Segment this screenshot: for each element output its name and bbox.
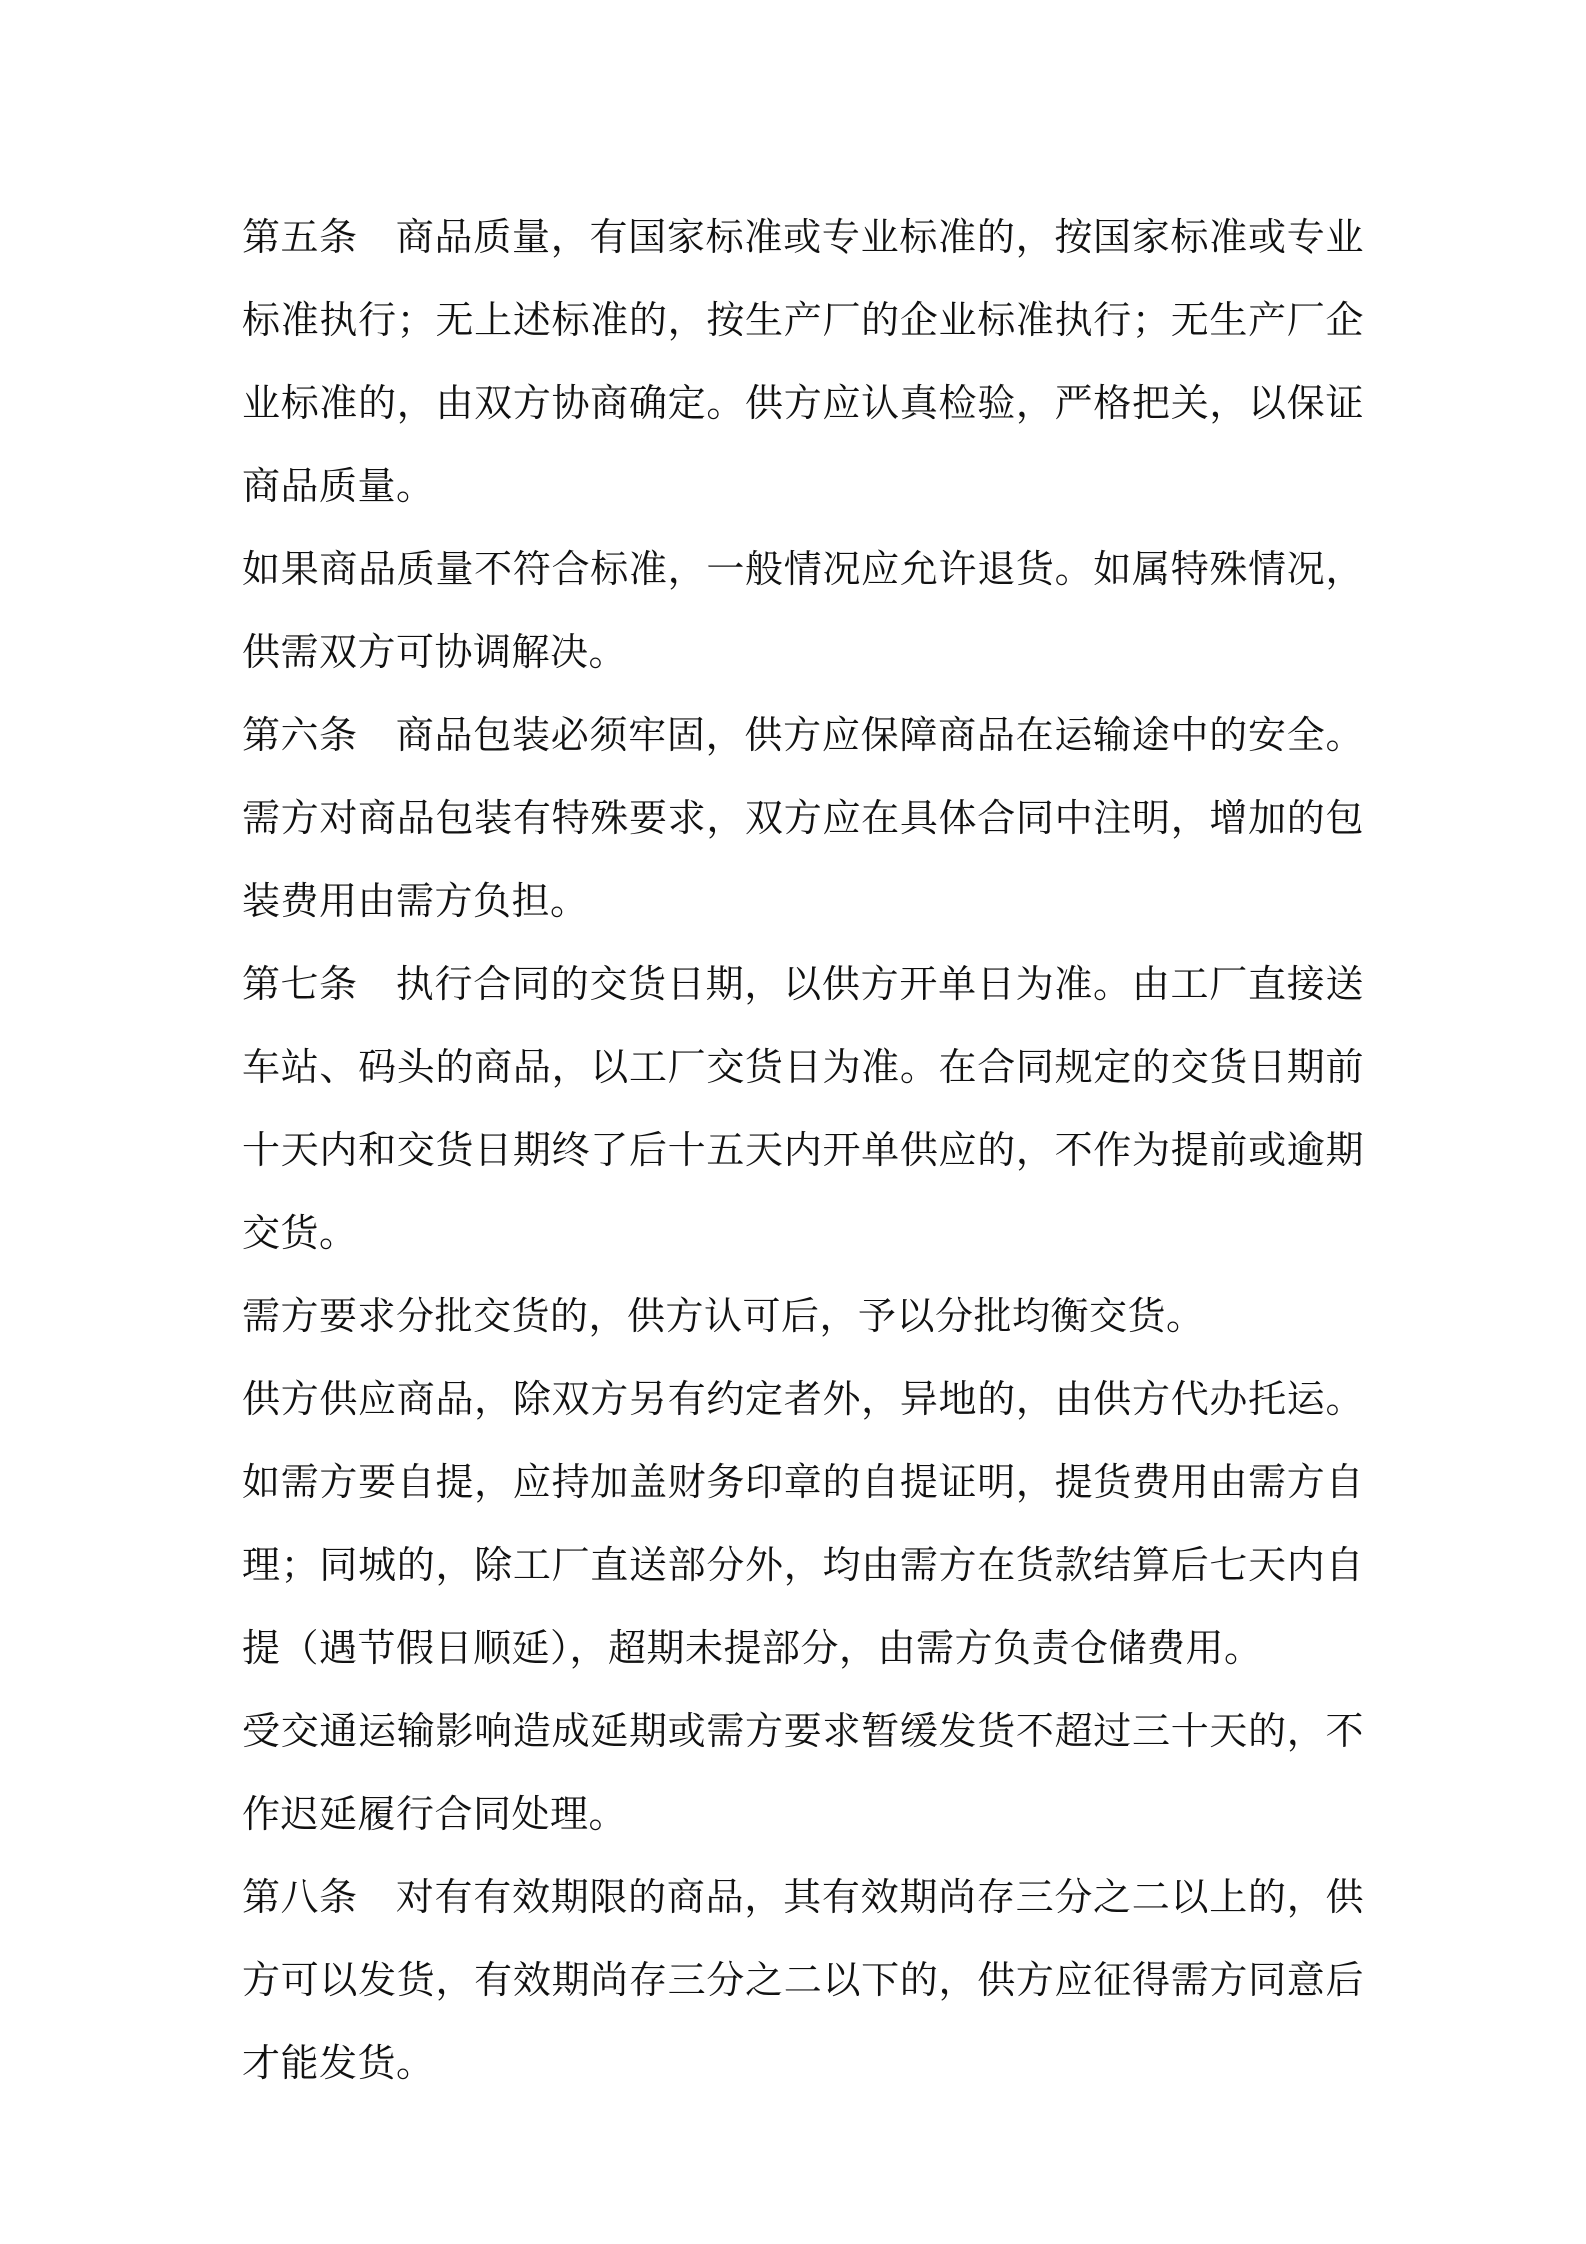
article-7-subparagraph-3 bbox=[242, 1690, 1364, 1856]
article-5-subparagraph bbox=[242, 528, 1364, 694]
paragraph-text: 受交通运输影响造成延期或需方要求暂缓发货不超过三十天的，不作迟延履行合同处理。 bbox=[242, 1709, 1364, 1836]
article-8-paragraph bbox=[242, 1856, 1364, 2105]
article-number: 第五条 bbox=[242, 215, 358, 259]
paragraph-text: 如果商品质量不符合标准，一般情况应允许退货。如属特殊情况，供需双方可协调解决。 bbox=[242, 547, 1364, 674]
article-text: 执行合同的交货日期，以供方开单日为准。由工厂直接送车站、码头的商品，以工厂交货日为准。在合同规定的交货日期前十天内和交货日期终了后十五天内开单供应的，不作为提前或逾期交货。 bbox=[242, 962, 1364, 1255]
article-7-subparagraph-2 bbox=[242, 1358, 1364, 1690]
article-text: 对有有效期限的商品，其有效期尚存三分之二以上的，供方可以发货，有效期尚存三分之二以下的，供方应征得需方同意后才能发货。 bbox=[242, 1875, 1364, 2085]
article-text: 商品包装必须牢固，供方应保障商品在运输途中的安全。需方对商品包装有特殊要求，双方应在具体合同中注明，增加的包装费用由需方负担。 bbox=[242, 713, 1364, 923]
article-number: 第七条 bbox=[242, 962, 358, 1006]
article-7-paragraph bbox=[242, 943, 1364, 1275]
article-5-paragraph bbox=[242, 196, 1364, 528]
paragraph-text: 供方供应商品，除双方另有约定者外，异地的，由供方代办托运。如需方要自提，应持加盖财务印章的自提证明，提货费用由需方自理；同城的，除工厂直送部分外，均由需方在货款结算后七天内自提（遇节假日顺延），超期未提部分，由需方负责仓储费用。 bbox=[242, 1377, 1364, 1670]
paragraph-text: 需方要求分批交货的，供方认可后，予以分批均衡交货。 bbox=[242, 1294, 1205, 1338]
article-6-paragraph bbox=[242, 694, 1364, 943]
document-body bbox=[242, 196, 1364, 2105]
article-number: 第八条 bbox=[242, 1875, 358, 1919]
article-7-subparagraph-1 bbox=[242, 1275, 1364, 1358]
article-text: 商品质量，有国家标准或专业标准的，按国家标准或专业标准执行；无上述标准的，按生产厂的企业标准执行；无生产厂企业标准的，由双方协商确定。供方应认真检验，严格把关，以保证商品质量。 bbox=[242, 215, 1364, 508]
article-number: 第六条 bbox=[242, 713, 358, 757]
